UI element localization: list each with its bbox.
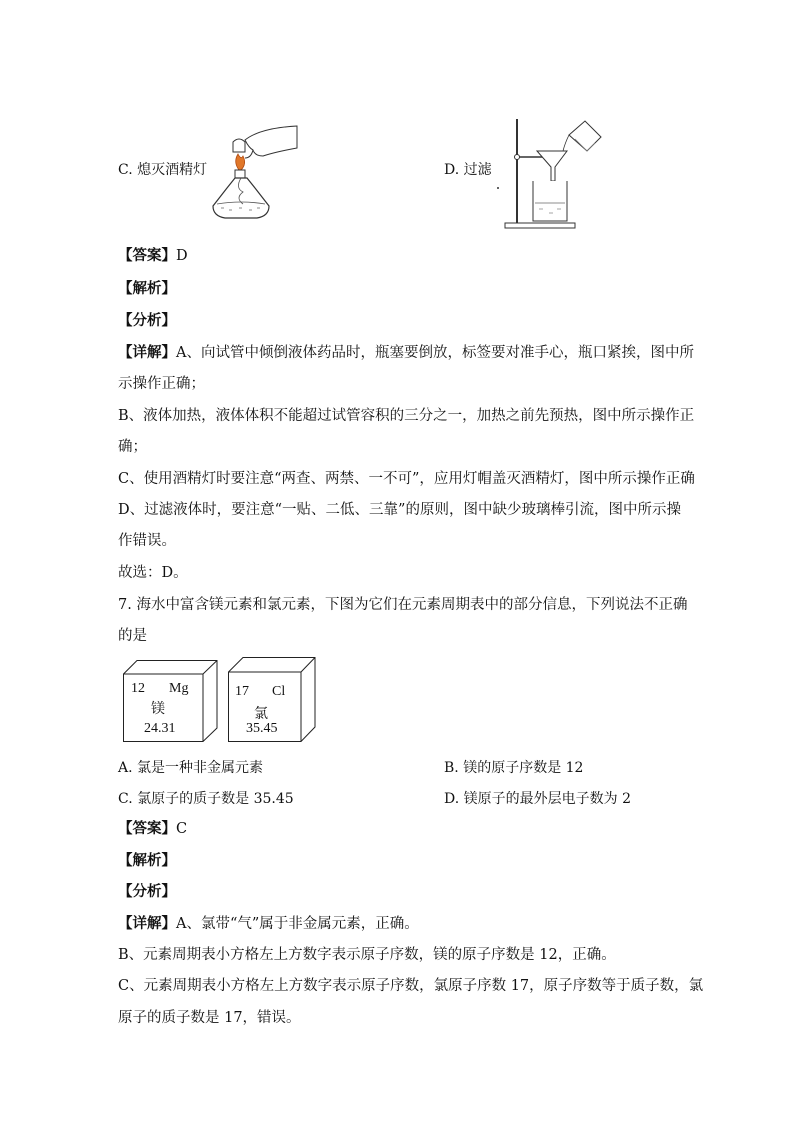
- analysis-tag: 【解析】: [118, 280, 176, 297]
- q7-option-a: A. 氯是一种非金属元素: [118, 760, 264, 776]
- q7-detail-c-line: C、元素周期表小方格左上方数字表示原子序数，氯原子序数 17，原子序数等于质子数，氯: [118, 978, 704, 994]
- q7-stem: 7. 海水中富含镁元素和氯元素，下图为它们在元素周期表中的部分信息，下列说法不正确: [118, 597, 688, 613]
- cl-name: 氯: [254, 706, 268, 722]
- extinguish-alcohol-lamp-figure: [205, 122, 300, 222]
- detail-a-cont: 示操作正确；: [118, 376, 205, 392]
- cl-atomic-number: 17: [235, 684, 249, 699]
- mg-atomic-mass: 24.31: [144, 721, 176, 736]
- detail-d-cont: 作错误。: [118, 533, 176, 549]
- q7-detail-b-line: B、元素周期表小方格左上方数字表示原子序数，镁的原子序数是 12，正确。: [118, 947, 616, 963]
- q7-stem-cont: 的是: [118, 628, 147, 644]
- answer-value: D: [176, 248, 188, 264]
- q7-detail-a-line: [118, 914, 419, 934]
- q7-answer-value: C: [176, 821, 188, 837]
- q7-fenxi-tag: 【分析】: [118, 883, 176, 900]
- q7-option-d: D. 镁原子的最外层电子数为 2: [444, 791, 631, 807]
- q7-answer-line: [118, 819, 187, 839]
- cl-symbol: Cl: [272, 684, 286, 699]
- mg-atomic-number: 12: [131, 681, 145, 696]
- option-c-label: C. 熄灭酒精灯: [118, 162, 208, 178]
- q6-answer-line: [118, 246, 188, 266]
- option-d-label: D. 过滤: [444, 162, 492, 178]
- detail-a-line: [118, 343, 694, 363]
- element-card-mg: [123, 660, 218, 742]
- detail-b-cont: 确；: [118, 439, 147, 455]
- mg-symbol: Mg: [169, 681, 189, 696]
- mg-name: 镁: [151, 701, 165, 717]
- conclusion-line: 故选：D。: [118, 565, 188, 581]
- q7-detail-tag: 【详解】: [118, 915, 176, 932]
- q7-detail-a-text: A、氯带“气”属于非金属元素，正确。: [176, 916, 419, 932]
- detail-c-line: C、使用酒精灯时要注意“两查、两禁、一不可”，应用灯帽盖灭酒精灯，图中所示操作正确: [118, 471, 695, 487]
- q7-answer-tag: 【答案】: [118, 820, 176, 837]
- detail-tag: 【详解】: [118, 344, 176, 361]
- answer-tag: 【答案】: [118, 247, 176, 264]
- q7-option-b: B. 镁的原子序数是 12: [444, 760, 584, 776]
- q7-analysis-tag: 【解析】: [118, 852, 176, 869]
- filtration-apparatus-figure: [495, 115, 610, 233]
- detail-a-text: A、向试管中倾倒液体药品时，瓶塞要倒放，标签要对准手心，瓶口紧挨，图中所: [176, 345, 694, 361]
- q7-option-c: C. 氯原子的质子数是 35.45: [118, 791, 294, 807]
- detail-b-line: B、液体加热，液体体积不能超过试管容积的三分之一，加热之前先预热，图中所示操作正: [118, 408, 695, 424]
- fenxi-tag: 【分析】: [118, 312, 176, 329]
- element-card-cl: [228, 657, 316, 742]
- cl-atomic-mass: 35.45: [246, 721, 278, 736]
- detail-d-line: D、过滤液体时，要注意“一贴、二低、三靠”的原则，图中缺少玻璃棒引流，图中所示操: [118, 502, 681, 518]
- q7-detail-c-cont: 原子的质子数是 17，错误。: [118, 1010, 301, 1026]
